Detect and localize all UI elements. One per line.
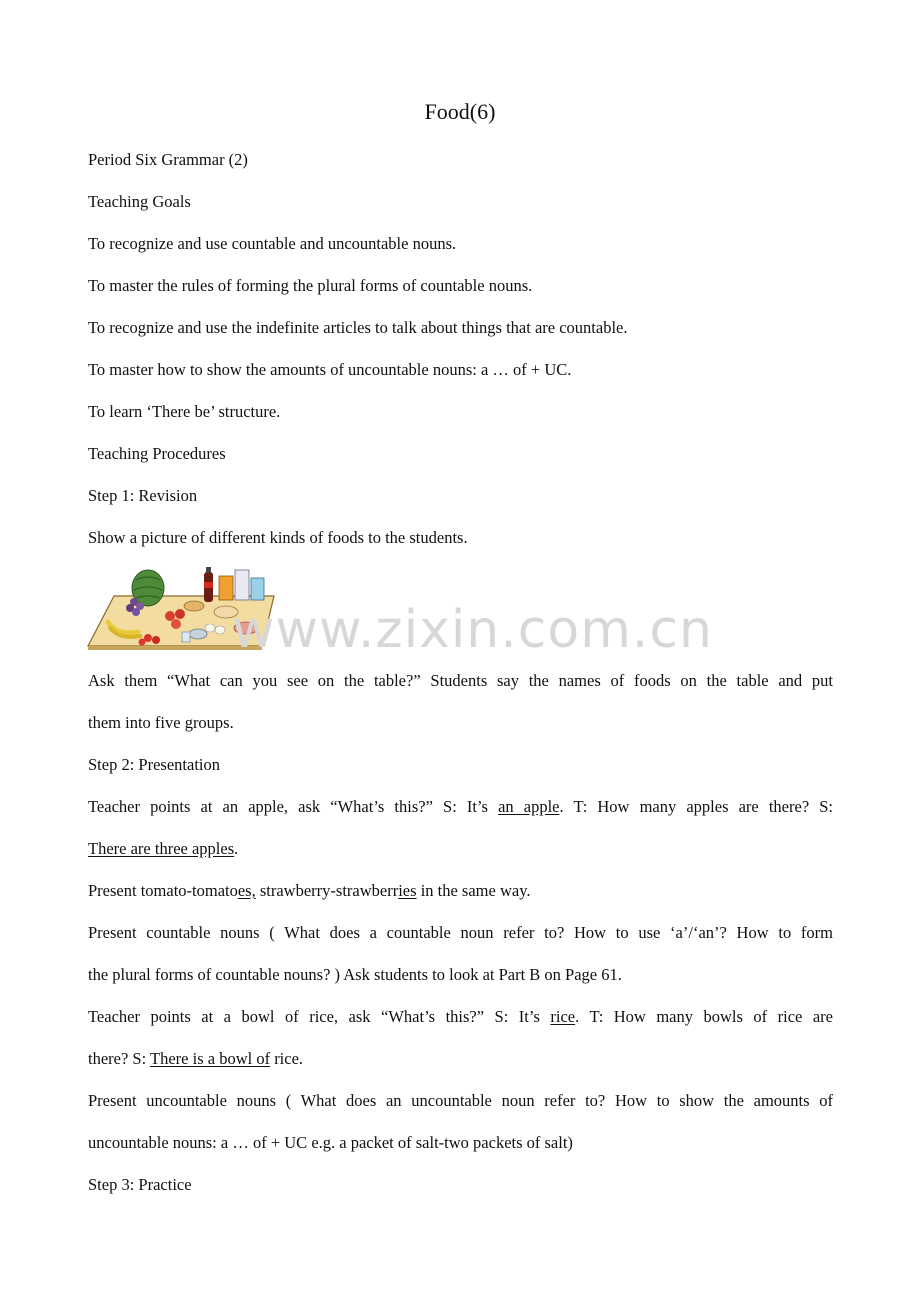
underlined-answer: an apple <box>498 797 560 816</box>
step3-heading: Step 3: Practice <box>88 1175 192 1194</box>
show-picture-text: Show a picture of different kinds of foods to the students. <box>88 528 468 547</box>
goal-item: To master the rules of forming the plural forms of countable nouns. <box>88 276 533 295</box>
countable-text-line2: the plural forms of countable nouns? ) Ask students to look at Part B on Page 61. <box>88 965 622 984</box>
step1-heading: Step 1: Revision <box>88 486 198 505</box>
rice-dialogue-line2: there? S: There is a bowl of rice. <box>88 1049 304 1068</box>
underlined-suffix: es, <box>237 881 256 900</box>
goal-item: To recognize and use the indefinite articles to talk about things that are countable. <box>88 318 628 337</box>
countable-text-line1: Present countable nouns ( What does a countable noun refer to? How to use ‘a’/‘an’? How to form <box>88 923 833 942</box>
underlined-answer: rice <box>550 1007 576 1026</box>
goal-item: To learn ‘There be’ structure. <box>88 402 281 421</box>
underlined-suffix: ies <box>398 881 417 900</box>
present-plural-line: Present tomato-tomatoes, strawberry-strawberries in the same way. <box>88 881 531 900</box>
apple-dialogue-line2: There are three apples. <box>88 839 239 858</box>
watermark: www.zixin.com.cn <box>232 600 713 660</box>
ask-text-line2: them into five groups. <box>88 713 234 732</box>
goal-item: To recognize and use countable and uncountable nouns. <box>88 234 457 253</box>
page-title: Food(6) <box>424 99 496 124</box>
underlined-answer: There is a bowl of <box>150 1049 271 1068</box>
goal-item: To master how to show the amounts of uncountable nouns: a … of + UC. <box>88 360 572 379</box>
teaching-procedures-heading: Teaching Procedures <box>88 444 226 463</box>
apple-dialogue-line1: Teacher points at an apple, ask “What’s this?” S: It’s an apple. T: How many apples are there? S: <box>88 797 834 816</box>
uncountable-text-line1: Present uncountable nouns ( What does an uncountable noun refer to? How to show the amounts of <box>88 1091 833 1110</box>
rice-dialogue-line1: Teacher points at a bowl of rice, ask “What’s this?” S: It’s rice. T: How many bowls of rice are <box>88 1007 833 1026</box>
uncountable-text-line2: uncountable nouns: a … of + UC e.g. a packet of salt-two packets of salt) <box>88 1133 573 1152</box>
step2-heading: Step 2: Presentation <box>88 755 220 774</box>
ask-text-line1: Ask them “What can you see on the table?” Students say the names of foods on the table and put <box>88 671 833 690</box>
period-heading: Period Six Grammar (2) <box>88 150 248 169</box>
teaching-goals-heading: Teaching Goals <box>88 192 191 211</box>
underlined-answer: There are three apples <box>88 839 235 858</box>
